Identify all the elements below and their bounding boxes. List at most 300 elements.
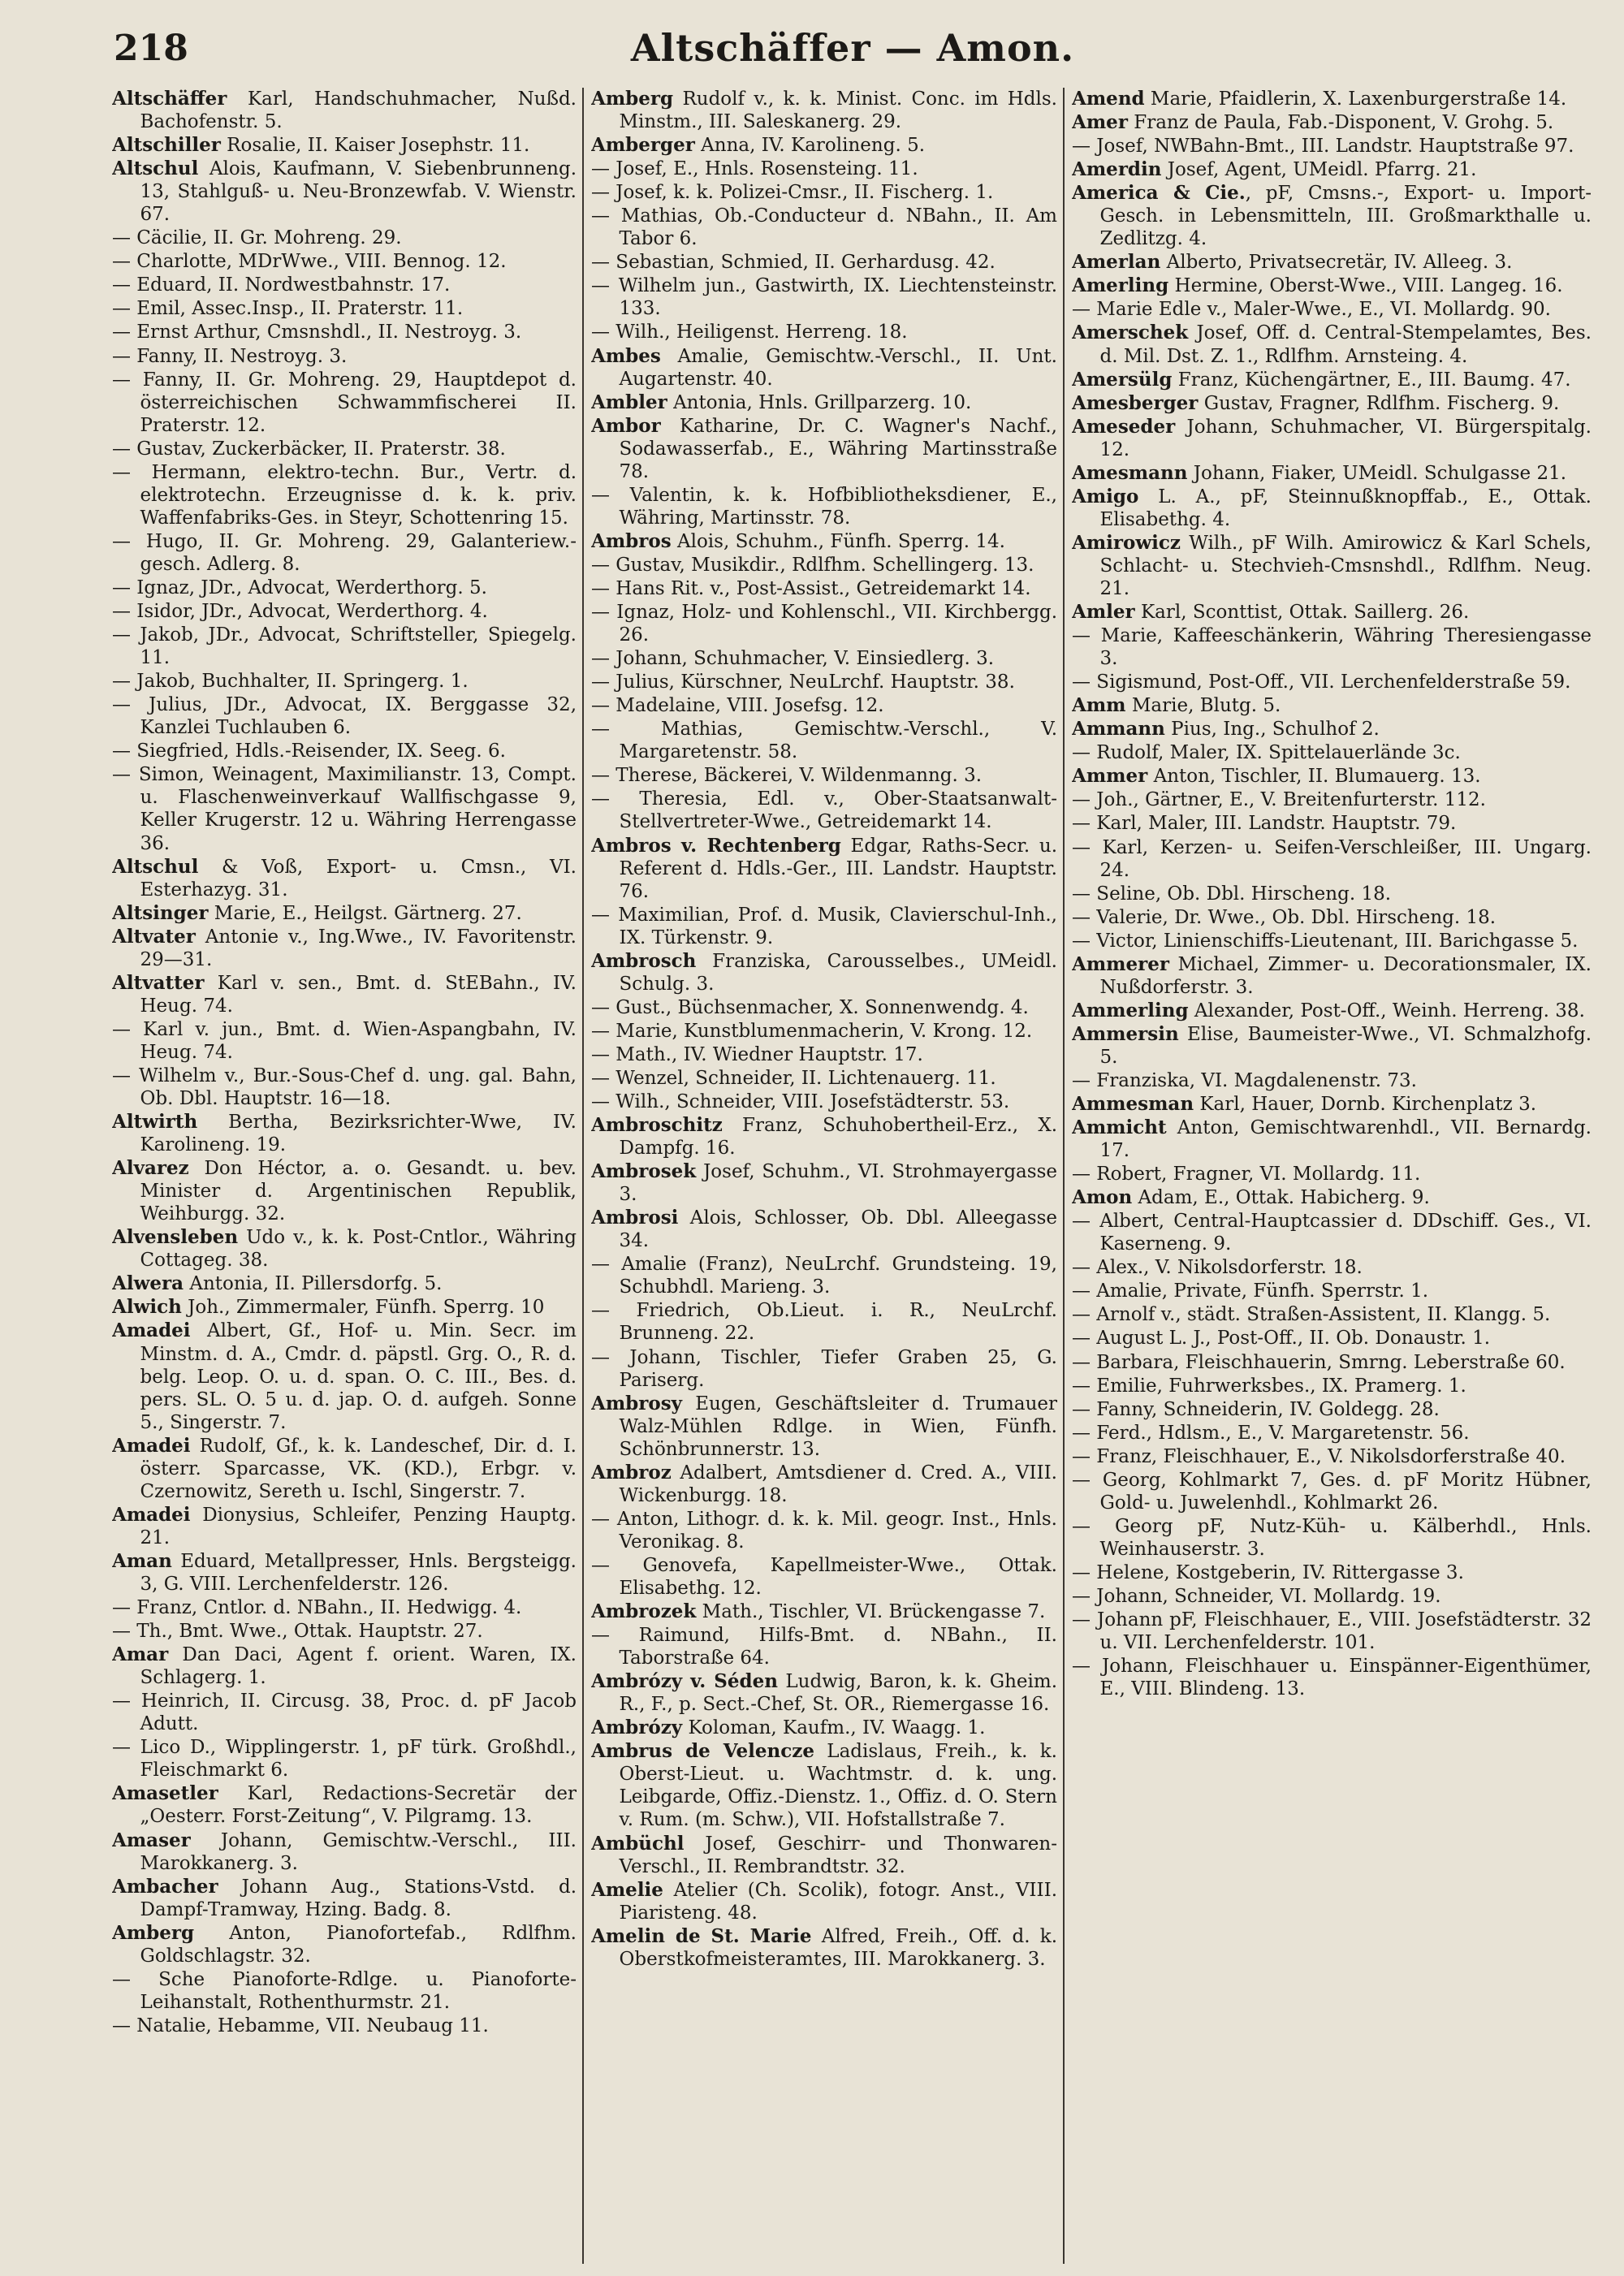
directory-entry xyxy=(1072,274,1592,297)
directory-entry xyxy=(591,835,1057,903)
directory-entry xyxy=(112,1550,577,1596)
entry-details: — Seline, Ob. Dbl. Hirscheng. 18. xyxy=(1072,883,1392,905)
directory-entry xyxy=(591,1067,1057,1090)
entry-details: Don Héctor, a. o. Gesandt. u. bev. Minister d. Argentinischen Republik, Weihburgg. 32. xyxy=(140,1158,577,1225)
directory-entry xyxy=(591,134,1057,157)
directory-entry xyxy=(591,950,1057,995)
entry-details: Johann Aug., Stations-Vstd. d. Dampf-Tramway, Hzing. Badg. 8. xyxy=(140,1876,577,1920)
directory-entry xyxy=(591,1020,1057,1043)
directory-entry xyxy=(112,1829,577,1875)
entry-details: — Albert, Central-Hauptcassier d. DDschiff. Ges., VI. Kaserneng. 9. xyxy=(1072,1211,1592,1255)
directory-entry xyxy=(591,484,1057,529)
directory-entry xyxy=(112,902,577,925)
entry-surname: Amelie xyxy=(591,1878,663,1901)
entry-surname: Amasetler xyxy=(112,1782,218,1805)
directory-entry xyxy=(112,693,577,739)
entry-details: — Gust., Büchsenmacher, X. Sonnenwendg. 4. xyxy=(591,996,1029,1018)
entry-surname: Amerdin xyxy=(1072,158,1162,181)
directory-entry xyxy=(1072,1655,1592,1700)
directory-entry xyxy=(591,1925,1057,1971)
entry-details: Alois, Schuhm., Fünfh. Sperrg. 14. xyxy=(671,530,1005,552)
directory-entry xyxy=(1072,1186,1592,1209)
directory-entry xyxy=(112,670,577,693)
entry-details: — Sigismund, Post-Off., VII. Lerchenfelderstraße 59. xyxy=(1072,672,1571,693)
entry-details: — Franz, Cntlor. d. NBahn., II. Hedwigg. 4. xyxy=(112,1597,522,1619)
directory-entry xyxy=(591,996,1057,1019)
entry-surname: Ambroschitz xyxy=(591,1114,723,1137)
entry-details: — Amalie (Franz), NeuLrchf. Grundsteing. 19, Schubhdl. Marieng. 3. xyxy=(591,1254,1057,1298)
entry-details: — Amalie, Private, Fünfh. Sperrstr. 1. xyxy=(1072,1281,1429,1302)
entry-details: Dionysius, Schleifer, Penzing Hauptg. 21. xyxy=(140,1504,577,1548)
entry-details: Hermine, Oberst-Wwe., VIII. Langeg. 16. xyxy=(1168,275,1563,297)
entry-details: — Emil, Assec.Insp., II. Praterstr. 11. xyxy=(112,298,464,320)
entry-surname: Alwich xyxy=(112,1296,182,1319)
directory-entry xyxy=(591,1114,1057,1160)
entry-surname: Altvater xyxy=(112,925,196,948)
entry-surname: Amaser xyxy=(112,1829,191,1851)
entry-details: — Hugo, II. Gr. Mohreng. 29, Galanteriew.-gesch. Adlerg. 8. xyxy=(112,530,577,575)
entry-details: — Valerie, Dr. Wwe., Ob. Dbl. Hirscheng. 18. xyxy=(1072,906,1497,928)
entry-details: — Ernst Arthur, Cmsnshdl., II. Nestroyg. 3. xyxy=(112,322,522,343)
directory-entry xyxy=(1072,671,1592,693)
entry-details: Marie, E., Heilgst. Gärtnerg. 27. xyxy=(208,902,522,924)
entry-details: — Emilie, Fuhrwerksbes., IX. Pramerg. 1. xyxy=(1072,1375,1466,1397)
entry-surname: Ambrozek xyxy=(591,1600,697,1623)
entry-details: Antonia, II. Pillersdorfg. 5. xyxy=(184,1273,443,1295)
entry-details: Karl, Hauer, Dornb. Kirchenplatz 3. xyxy=(1194,1094,1537,1116)
directory-entry xyxy=(1072,88,1592,110)
directory-entry xyxy=(1072,1561,1592,1584)
entry-details: Adam, E., Ottak. Habicherg. 9. xyxy=(1132,1187,1430,1209)
entry-details: Wilh., pF Wilh. Amirowicz & Karl Schels, Schlacht- u. Stechvieh-Cmsnshdl., Rdlfhm. Neug. 21. xyxy=(1099,532,1592,599)
entry-surname: Alvensleben xyxy=(112,1226,239,1249)
entry-details: Rudolf v., k. k. Minist. Conc. im Hdls. Minstm., III. Saleskanerg. 29. xyxy=(619,89,1057,133)
directory-entry xyxy=(591,1600,1057,1623)
directory-entry xyxy=(112,274,577,296)
directory-entry xyxy=(1072,392,1592,415)
directory-entry xyxy=(112,856,577,901)
entry-surname: Ambrosch xyxy=(591,949,697,972)
entry-details: — Wilhelm jun., Gastwirth, IX. Liechtensteinstr. 133. xyxy=(591,275,1057,320)
entry-details: — Theresia, Edl. v., Ober-Staatsanwalt-Stellvertreter-Wwe., Getreidemarkt 14. xyxy=(591,788,1057,833)
entry-details: — Alex., V. Nikolsdorferstr. 18. xyxy=(1072,1257,1363,1279)
directory-entry xyxy=(591,1670,1057,1716)
entry-details: — Franziska, VI. Magdalenenstr. 73. xyxy=(1072,1069,1417,1091)
entry-details: Anton, Pianofortefab., Rdlfhm. Goldschlagstr. 32. xyxy=(140,1922,577,1967)
directory-entry xyxy=(112,158,577,226)
entry-details: — Josef, NWBahn-Bmt., III. Landstr. Hauptstraße 97. xyxy=(1072,136,1574,158)
directory-entry xyxy=(112,250,577,273)
entry-surname: Amerling xyxy=(1072,274,1169,297)
directory-entry xyxy=(112,461,577,529)
entry-details: — Arnolf v., städt. Straßen-Assistent, II. Klangg. 5. xyxy=(1072,1304,1551,1326)
entry-surname: Aman xyxy=(112,1549,172,1572)
entry-details: Eduard, Metallpresser, Hnls. Bergsteigg. 3, G. VIII. Lerchenfelderstr. 126. xyxy=(140,1550,577,1595)
directory-entry xyxy=(591,1299,1057,1345)
entry-surname: Ambrosek xyxy=(591,1160,697,1183)
entry-details: Josef, Agent, UMeidl. Pfarrg. 21. xyxy=(1161,159,1477,181)
directory-entry xyxy=(112,1111,577,1156)
page-title: Altschäffer — Amon. xyxy=(630,26,1075,70)
entry-details: Josef, Geschirr- und Thonwaren-Verschl., II. Rembrandtstr. 32. xyxy=(619,1833,1057,1877)
entry-details: — Julius, JDr., Advocat, IX. Berggasse 32, Kanzlei Tuchlauben 6. xyxy=(112,694,577,739)
directory-entry xyxy=(1072,624,1592,670)
entry-surname: Ambrosi xyxy=(591,1207,679,1229)
directory-entry xyxy=(112,1643,577,1689)
entry-details: Anton, Gemischtwarenhdl., VII. Bernardg. 17. xyxy=(1099,1117,1592,1162)
entry-details: L. A., pF, Steinnußknopffab., E., Ottak. Elisabethg. 4. xyxy=(1099,486,1592,530)
directory-entry xyxy=(1072,788,1592,811)
entry-details: — Isidor, JDr., Advocat, Werderthorg. 4. xyxy=(112,601,488,623)
column-divider xyxy=(1063,88,1065,2264)
directory-entry xyxy=(112,1319,577,1433)
directory-entry xyxy=(1072,953,1592,999)
directory-entry xyxy=(1072,369,1592,391)
entry-details: — Fanny, II. Nestroyg. 3. xyxy=(112,345,348,367)
entry-details: — Anton, Lithogr. d. k. k. Mil. geogr. Inst., Hnls. Veronikag. 8. xyxy=(591,1508,1057,1553)
entry-details: — Charlotte, MDrWwe., VIII. Bennog. 12. xyxy=(112,251,507,273)
entry-details: — Rudolf, Maler, IX. Spittelauerlände 3c. xyxy=(1072,742,1461,764)
directory-entry xyxy=(112,624,577,669)
entry-details: Elise, Baumeister-Wwe., VI. Schmalzhofg. 5. xyxy=(1099,1023,1592,1068)
column-middle xyxy=(591,88,1057,2264)
entry-surname: Ammesman xyxy=(1072,1093,1194,1116)
entry-details: — Therese, Bäckerei, V. Wildenmanng. 3. xyxy=(591,765,983,787)
directory-entry xyxy=(591,391,1057,414)
entry-surname: Ammerling xyxy=(1072,999,1189,1021)
directory-entry xyxy=(112,369,577,437)
entry-details: — Hans Rit. v., Post-Assist., Getreidemarkt 14. xyxy=(591,577,1031,599)
entry-details: — Natalie, Hebamme, VII. Neubaug 11. xyxy=(112,2015,489,2036)
directory-entry xyxy=(112,1736,577,1781)
entry-surname: Amadei xyxy=(112,1319,191,1342)
entry-surname: Amersülg xyxy=(1072,368,1173,391)
entry-details: — Helene, Kostgeberin, IV. Rittergasse 3. xyxy=(1072,1561,1464,1583)
entry-surname: Altwirth xyxy=(112,1111,198,1134)
entry-surname: Amadei xyxy=(112,1503,191,1526)
directory-entry xyxy=(591,1393,1057,1461)
entry-surname: Altschiller xyxy=(112,134,221,157)
directory-entry xyxy=(591,321,1057,343)
entry-details: Katharine, Dr. C. Wagner's Nachf., Sodawasserfab., E., Währing Martinsstraße 78. xyxy=(619,415,1057,482)
entry-details: — Ferd., Hdlsm., E., V. Margaretenstr. 56. xyxy=(1072,1422,1470,1444)
entry-details: — Jakob, Buchhalter, II. Springerg. 1. xyxy=(112,671,469,693)
directory-entry xyxy=(1072,906,1592,929)
entry-details: — Raimund, Hilfs-Bmt. d. NBahn., II. Taborstraße 64. xyxy=(591,1625,1057,1669)
directory-entry xyxy=(112,926,577,971)
column-left xyxy=(112,88,577,2264)
entry-surname: Ammersin xyxy=(1072,1022,1179,1045)
directory-entry xyxy=(1072,1422,1592,1445)
entry-surname: Amberg xyxy=(591,88,674,110)
entry-details: Rosalie, II. Kaiser Josephstr. 11. xyxy=(220,135,530,157)
directory-entry xyxy=(1072,1515,1592,1561)
entry-details: — Fanny, Schneiderin, IV. Goldegg. 28. xyxy=(1072,1398,1440,1420)
directory-entry xyxy=(1072,1303,1592,1326)
directory-entry xyxy=(112,600,577,623)
entry-details: — Ignaz, Holz- und Kohlenschl., VII. Kirchbergg. 26. xyxy=(591,602,1057,646)
entry-details: — Valentin, k. k. Hofbibliotheksdiener, E., Währing, Martinsstr. 78. xyxy=(591,484,1057,529)
entry-details: — Robert, Fragner, VI. Mollardg. 11. xyxy=(1072,1164,1421,1186)
entry-details: — Wenzel, Schneider, II. Lichtenauerg. 11. xyxy=(591,1067,996,1089)
entry-surname: Amler xyxy=(1072,601,1135,624)
directory-entry xyxy=(1072,1351,1592,1374)
entry-surname: Amelin de St. Marie xyxy=(591,1924,812,1947)
entry-surname: Ammicht xyxy=(1072,1116,1167,1139)
entry-surname: Ambrus de Velencze xyxy=(591,1740,814,1763)
directory-entry xyxy=(112,1922,577,1967)
entry-details: — Math., IV. Wiedner Hauptstr. 17. xyxy=(591,1043,923,1065)
entry-details: Franz, Schuhobertheil-Erz., X. Dampfg. 16. xyxy=(619,1115,1057,1160)
entry-surname: Amer xyxy=(1072,111,1128,134)
directory-entry xyxy=(1072,718,1592,741)
directory-entry xyxy=(1072,765,1592,788)
entry-surname: America & Cie. xyxy=(1072,182,1246,205)
entry-details: — Wilh., Schneider, VIII. Josefstädterstr. 53. xyxy=(591,1091,1010,1113)
entry-details: — Siegfried, Hdls.-Reisender, IX. Seeg. 6. xyxy=(112,741,506,762)
directory-entry xyxy=(591,205,1057,250)
entry-details: Alois, Schlosser, Ob. Dbl. Alleegasse 34. xyxy=(619,1207,1057,1252)
directory-entry xyxy=(1072,111,1592,134)
entry-details: — Barbara, Fleischhauerin, Smrng. Leberstraße 60. xyxy=(1072,1351,1566,1373)
directory-entry xyxy=(1072,1000,1592,1022)
entry-details: — Wilh., Heiligenst. Herreng. 18. xyxy=(591,322,908,343)
entry-details: — Sche Pianoforte-Rdlge. u. Pianoforte-Leihanstalt, Rothenthurmstr. 21. xyxy=(112,1968,577,2013)
directory-entry xyxy=(112,530,577,576)
entry-details: Franziska, Carousselbes., UMeidl. Schulg. 3. xyxy=(619,950,1057,995)
entry-details: Anna, IV. Karolineng. 5. xyxy=(694,135,926,157)
entry-details: Edgar, Raths-Secr. u. Referent d. Hdls.-Ger., III. Landstr. Hauptstr. 76. xyxy=(619,835,1057,902)
directory-entry xyxy=(112,1157,577,1225)
page-number: 218 xyxy=(114,28,188,69)
entry-details: Joh., Zimmermaler, Fünfh. Sperrg. 10 xyxy=(181,1297,545,1319)
entry-details: — Julius, Kürschner, NeuLrchf. Hauptstr. 38. xyxy=(591,672,1015,693)
directory-entry xyxy=(112,1620,577,1643)
entry-details: Josef, Off. d. Central-Stempelamtes, Bes. d. Mil. Dst. Z. 1., Rdlfhm. Arnsteing. 4. xyxy=(1099,322,1592,367)
directory-entry xyxy=(591,647,1057,670)
entry-details: Karl, Handschuhmacher, Nußd. Bachofenstr. 5. xyxy=(140,89,577,133)
entry-details: Johann, Fiaker, UMeidl. Schulgasse 21. xyxy=(1187,462,1567,484)
directory-entry xyxy=(1072,1469,1592,1514)
directory-entry xyxy=(112,763,577,854)
entry-details: — August L. J., Post-Off., II. Ob. Donaustr. 1. xyxy=(1072,1328,1491,1350)
directory-entry xyxy=(112,972,577,1017)
entry-surname: Amerschek xyxy=(1072,322,1189,344)
entry-surname: Amesmann xyxy=(1072,461,1188,484)
directory-entry xyxy=(591,1554,1057,1600)
directory-entry xyxy=(591,1879,1057,1924)
entry-surname: Amm xyxy=(1072,694,1126,717)
entry-surname: Ambes xyxy=(591,344,661,367)
entry-details: — Wilhelm v., Bur.-Sous-Chef d. ung. gal. Bahn, Ob. Dbl. Hauptstr. 16—18. xyxy=(112,1065,577,1110)
entry-details: & Voß, Export- u. Cmsn., VI. Esterhazyg. 31. xyxy=(140,856,577,900)
page-header xyxy=(114,24,1592,81)
directory-entry xyxy=(112,1065,577,1110)
directory-entry xyxy=(1072,1163,1592,1186)
entry-details: , pF, Cmsns.-, Export- u. Import-Gesch. in Lebensmitteln, III. Großmarkthalle u. Zedlitzg. 4. xyxy=(1099,183,1592,250)
entry-details: Pius, Ing., Schulhof 2. xyxy=(1164,719,1380,741)
entry-details: — Johann, Schuhmacher, V. Einsiedlerg. 3. xyxy=(591,648,995,670)
directory-entry xyxy=(1072,1609,1592,1654)
column-right xyxy=(1072,88,1592,2264)
entry-surname: Amon xyxy=(1072,1186,1133,1209)
directory-entry xyxy=(591,274,1057,320)
entry-surname: Amend xyxy=(1072,88,1145,110)
directory-entry xyxy=(112,227,577,249)
directory-entry xyxy=(591,1740,1057,1831)
entry-surname: Ambrózy v. Séden xyxy=(591,1670,778,1693)
directory-entry xyxy=(1072,298,1592,321)
directory-entry xyxy=(112,1226,577,1272)
entry-details: Michael, Zimmer- u. Decorationsmaler, IX. Nußdorferstr. 3. xyxy=(1099,953,1592,998)
directory-entry xyxy=(112,321,577,343)
directory-entry xyxy=(1072,1210,1592,1255)
entry-details: — Jakob, JDr., Advocat, Schriftsteller, Spiegelg. 11. xyxy=(112,624,577,669)
entry-surname: Amigo xyxy=(1072,485,1139,507)
entry-details: — Ignaz, JDr., Advocat, Werderthorg. 5. xyxy=(112,577,487,598)
directory-entry xyxy=(1072,812,1592,835)
entry-details: Karl, Sconttist, Ottak. Saillerg. 26. xyxy=(1134,602,1470,624)
directory-entry xyxy=(112,1018,577,1064)
directory-entry xyxy=(591,1090,1057,1113)
entry-details: — Karl v. jun., Bmt. d. Wien-Aspangbahn, IV. Heug. 74. xyxy=(112,1018,577,1063)
entry-surname: Ammerer xyxy=(1072,952,1170,975)
entry-surname: Ameseder xyxy=(1072,415,1176,438)
entry-details: Antonia, Hnls. Grillparzerg. 10. xyxy=(667,391,972,413)
entry-details: Rudolf, Gf., k. k. Landeschef, Dir. d. I. österr. Sparcasse, VK. (KD.), Erbgr. v. Czernowitz, Sereth u. Ischl, Singerstr. 7. xyxy=(140,1435,577,1502)
directory-entry xyxy=(1072,1375,1592,1397)
directory-entry xyxy=(1072,1069,1592,1092)
directory-entry xyxy=(112,1504,577,1549)
directory-entry xyxy=(1072,322,1592,367)
directory-entry xyxy=(1072,1398,1592,1421)
directory-entry xyxy=(591,718,1057,763)
directory-entry xyxy=(112,577,577,599)
entry-details: — Johann, Fleischhauer u. Einspänner-Eigenthümer, E., VIII. Blindeng. 13. xyxy=(1072,1656,1592,1700)
entry-details: Marie, Blutg. 5. xyxy=(1125,695,1281,717)
directory-entry xyxy=(591,577,1057,600)
entry-details: — Victor, Linienschiffs-Lieutenant, III. Barichgasse 5. xyxy=(1072,930,1579,952)
directory-entry xyxy=(591,530,1057,553)
directory-entry xyxy=(591,601,1057,646)
entry-details: Karl, Redactions-Secretär der „Oesterr. Forst-Zeitung“, V. Pilgramg. 13. xyxy=(140,1783,577,1828)
directory-entry xyxy=(1072,741,1592,764)
directory-entry xyxy=(591,671,1057,693)
directory-entry xyxy=(591,1462,1057,1507)
entry-surname: Amerlan xyxy=(1072,251,1161,274)
entry-details: — Johann pF, Fleischhauer, E., VIII. Josefstädterstr. 32 u. VII. Lerchenfelderstr. 101. xyxy=(1072,1609,1592,1654)
entry-surname: Ambroz xyxy=(591,1461,672,1484)
column-divider xyxy=(582,88,584,2264)
entry-surname: Altschul xyxy=(112,855,199,878)
directory-entry xyxy=(591,1253,1057,1298)
entry-surname: Ambros v. Rechtenberg xyxy=(591,834,841,857)
directory-entry xyxy=(591,1624,1057,1669)
entry-surname: Altvatter xyxy=(112,971,205,994)
directory-entry xyxy=(1072,158,1592,181)
directory-entry xyxy=(112,134,577,157)
entry-surname: Ambüchl xyxy=(591,1832,685,1855)
entry-details: — Marie, Kaffeeschänkerin, Währing Theresiengasse 3. xyxy=(1072,625,1592,670)
entry-details: — Sebastian, Schmied, II. Gerhardusg. 42. xyxy=(591,252,996,274)
entry-surname: Ammer xyxy=(1072,765,1148,788)
entry-details: — Hermann, elektro-techn. Bur., Vertr. d. elektrotechn. Erzeugnisse d. k. k. priv. Waffenfabriks-Ges. in Steyr, Schottenring 15. xyxy=(112,461,577,529)
entry-details: Karl v. sen., Bmt. d. StEBahn., IV. Heug. 74. xyxy=(140,972,577,1017)
directory-entry xyxy=(112,345,577,368)
entry-details: — Maximilian, Prof. d. Musik, Clavierschul-Inh., IX. Türkenstr. 9. xyxy=(591,904,1057,948)
entry-surname: Amesberger xyxy=(1072,391,1199,414)
directory-entry xyxy=(1072,1023,1592,1069)
entry-details: Antonie v., Ing.Wwe., IV. Favoritenstr. 29—31. xyxy=(140,926,577,970)
directory-entry xyxy=(1072,694,1592,717)
directory-entry xyxy=(591,1508,1057,1553)
directory-entry xyxy=(1072,1445,1592,1468)
entry-details: — Fanny, II. Gr. Mohreng. 29, Hauptdepot d. österreichischen Schwammfischerei II. Praterstr. 12. xyxy=(112,369,577,436)
entry-details: — Georg, Kohlmarkt 7, Ges. d. pF Moritz Hübner, Gold- u. Juwelenhdl., Kohlmarkt 26. xyxy=(1072,1469,1592,1514)
entry-surname: Ambacher xyxy=(112,1875,218,1898)
directory-entry xyxy=(591,158,1057,180)
entry-details: — Joh., Gärtner, E., V. Breitenfurterstr. 112. xyxy=(1072,789,1486,811)
entry-details: Albert, Gf., Hof- u. Min. Secr. im Minstm. d. A., Cmdr. d. päpstl. Grg. O., R. d. belg. Leop. O. u. d. span. O. C. III., Bes. d. pers. SL. O. 5 u. d. jap. O. d. aufgeh. Sonne 5., Singerstr. 7. xyxy=(140,1320,577,1433)
entry-details: — Gustav, Zuckerbäcker, II. Praterstr. 38. xyxy=(112,438,506,460)
directory-entry xyxy=(591,1717,1057,1739)
directory-entry xyxy=(112,1876,577,1921)
entry-details: — Madelaine, VIII. Josefsg. 12. xyxy=(591,695,884,717)
entry-details: — Friedrich, Ob.Lieut. i. R., NeuLrchf. Brunneng. 22. xyxy=(591,1300,1057,1345)
entry-surname: Ambros xyxy=(591,529,672,552)
entry-surname: Amirowicz xyxy=(1072,531,1181,554)
directory-entry xyxy=(1072,462,1592,485)
entry-details: Atelier (Ch. Scolik), fotogr. Anst., VIII. Piaristeng. 48. xyxy=(619,1879,1057,1924)
directory-entry xyxy=(112,740,577,762)
directory-entry xyxy=(1072,532,1592,600)
directory-entry xyxy=(1072,182,1592,250)
directory-entry xyxy=(591,764,1057,787)
entry-details: — Lico D., Wipplingerstr. 1, pF türk. Großhdl., Fleischmarkt 6. xyxy=(112,1737,577,1781)
entry-details: — Josef, E., Hnls. Rosensteing. 11. xyxy=(591,158,918,180)
entry-details: Udo v., k. k. Post-Cntlor., Währing Cottageg. 38. xyxy=(140,1227,577,1272)
directory-entry xyxy=(112,297,577,320)
entry-details: Anton, Tischler, II. Blumauerg. 13. xyxy=(1147,766,1481,788)
entry-details: Johann, Schuhmacher, VI. Bürgerspitalg. 12. xyxy=(1099,416,1592,460)
directory-entry xyxy=(591,88,1057,133)
directory-entry xyxy=(1072,1256,1592,1279)
entry-details: — Georg pF, Nutz-Küh- u. Kälberhdl., Hnls. Weinhauserstr. 3. xyxy=(1072,1515,1592,1560)
directory-entry xyxy=(112,1782,577,1828)
entry-details: — Th., Bmt. Wwe., Ottak. Hauptstr. 27. xyxy=(112,1621,483,1643)
entry-surname: Altschul xyxy=(112,158,199,180)
entry-details: — Josef, k. k. Polizei-Cmsr., II. Fischerg. 1. xyxy=(591,182,994,204)
entry-details: — Cäcilie, II. Gr. Mohreng. 29. xyxy=(112,227,402,249)
directory-entry xyxy=(112,1272,577,1295)
entry-details: Bertha, Bezirksrichter-Wwe, IV. Karolineng. 19. xyxy=(140,1112,577,1156)
entry-details: Adalbert, Amtsdiener d. Cred. A., VIII. Wickenburgg. 18. xyxy=(619,1462,1057,1506)
entry-details: — Johann, Tischler, Tiefer Graben 25, G. Pariserg. xyxy=(591,1346,1057,1391)
directory-entry xyxy=(112,438,577,460)
entry-details: Gustav, Fragner, Rdlfhm. Fischerg. 9. xyxy=(1198,392,1560,414)
directory-entry xyxy=(112,1968,577,2014)
entry-details: — Eduard, II. Nordwestbahnstr. 17. xyxy=(112,274,451,296)
directory-entry xyxy=(591,181,1057,204)
directory-entry xyxy=(1072,135,1592,158)
directory-entry xyxy=(591,1043,1057,1066)
directory-entry xyxy=(1072,486,1592,531)
entry-details: Ludwig, Baron, k. k. Gheim. R., F., p. Sect.-Chef, St. OR., Riemergasse 16. xyxy=(619,1671,1057,1716)
entry-details: Marie, Pfaidlerin, X. Laxenburgerstraße 14. xyxy=(1144,89,1567,110)
directory-entry xyxy=(112,1690,577,1735)
directory-entry xyxy=(112,88,577,133)
entry-surname: Amadei xyxy=(112,1434,191,1457)
